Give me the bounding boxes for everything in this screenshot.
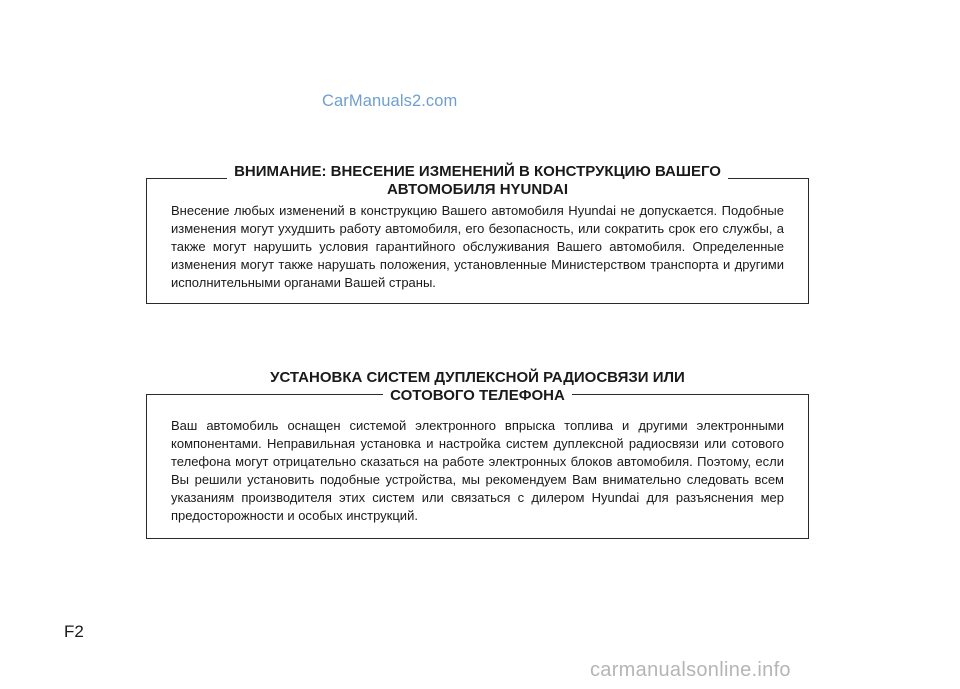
notice-heading-modifications (147, 163, 808, 199)
notice-box-modifications (146, 163, 809, 304)
heading-line: УСТАНОВКА СИСТЕМ ДУПЛЕКСНОЙ РАДИОСВЯЗИ ИЛИ (263, 369, 692, 387)
notice-body-radio-installation: Ваш автомобиль оснащен системой электронного впрыска топлива и другими электронными компонентами. Неправильная установка и настройка систем дуплексной радиосвязи или сотового телефона могут отрицательно сказаться на работе электронных блоков автомобиля. Поэтому, если Вы решили установить подобные устройства, мы рекомендуем Вам внимательно следовать всем указаниям производителя этих систем или связаться с дилером Hyundai для разъяснения мер предосторожности и особых инструкций. (171, 418, 784, 523)
notice-heading-radio-installation (147, 369, 808, 405)
notice-box-radio-installation (146, 369, 809, 539)
heading-line: АВТОМОБИЛЯ HYUNDAI (380, 181, 575, 199)
heading-line: СОТОВОГО ТЕЛЕФОНА (383, 387, 572, 405)
notice-body-modifications: Внесение любых изменений в конструкцию Вашего автомобиля Hyundai не допускается. Подобные изменения могут ухудшить работу автомобиля, его безопасность, или сократить срок его службы, а также могут нарушить условия гарантийного обслуживания Вашего автомобиля. Определенные изменения могут также нарушать положения, установленные Министерством транспорта и другими исполнительными органами Вашей страны. (171, 203, 784, 290)
heading-line: ВНИМАНИЕ: ВНЕСЕНИЕ ИЗМЕНЕНИЙ В КОНСТРУКЦИЮ ВАШЕГО (227, 163, 728, 181)
page-number: F2 (64, 622, 84, 641)
watermark-carmanuals2: CarManuals2.com (322, 92, 458, 110)
watermark-carmanualsonline: carmanualsonline.info (590, 659, 791, 681)
